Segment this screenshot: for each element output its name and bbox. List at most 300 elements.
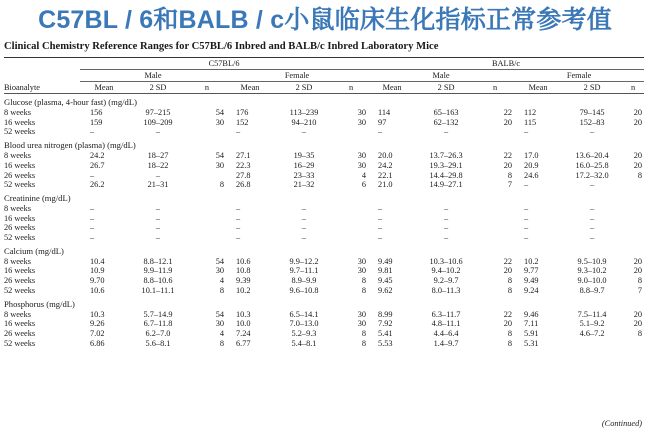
- table-cell: 16–29: [293, 160, 315, 170]
- table-cell: 8: [507, 285, 513, 295]
- table-cell: –: [589, 203, 595, 213]
- table-cell: [334, 204, 368, 214]
- table-cell: 9.9–12.2: [289, 256, 319, 266]
- table-cell: 8: [637, 328, 643, 338]
- table-cell: 20.0: [378, 151, 393, 161]
- column-header: n: [476, 82, 514, 94]
- column-header: Mean: [80, 82, 128, 94]
- table-body: [4, 58, 644, 349]
- row-label: 8 weeks: [4, 108, 31, 117]
- table-cell: 22.1: [378, 170, 393, 180]
- table-cell: 54: [215, 309, 224, 319]
- table-row: [4, 286, 644, 296]
- table-cell: 9.7–11.1: [289, 266, 319, 276]
- table-cell: 10.2: [524, 256, 539, 266]
- table-cell: 22: [503, 108, 513, 117]
- table-cell: 4.4–6.4: [433, 328, 459, 338]
- row-label: 52 weeks: [4, 127, 36, 137]
- table-cell: –: [443, 223, 449, 233]
- table-cell: 14.4–29.8: [429, 170, 463, 180]
- table-cell: –: [236, 203, 241, 213]
- table-cell: –: [378, 203, 383, 213]
- table-cell: 8.8–9.7: [579, 285, 605, 295]
- table-cell: 54: [215, 256, 224, 266]
- table-cell: 20: [633, 319, 643, 329]
- table-cell: 9.46: [524, 309, 539, 319]
- table-cell: 8.9–9.9: [291, 276, 317, 286]
- row-label: 26 weeks: [4, 276, 36, 286]
- table-cell: 112: [524, 108, 537, 117]
- table-cell: 4: [219, 328, 224, 338]
- section-title: Phosphorus (mg/dL): [4, 298, 75, 309]
- table-cell: 14.9–27.1: [429, 180, 463, 190]
- table-cell: 97: [378, 117, 387, 127]
- table-cell: 27.8: [236, 170, 251, 180]
- table-cell: –: [236, 233, 241, 243]
- row-label: 26 weeks: [4, 223, 36, 233]
- table-cell: 10.8: [236, 266, 251, 276]
- table-cell: 20: [503, 160, 513, 170]
- table-cell: 20: [633, 108, 643, 117]
- table-cell: 9.6–10.8: [289, 285, 319, 295]
- table-cell: 9.2–9.7: [433, 276, 459, 286]
- table-cell: –: [378, 223, 383, 233]
- table-cell: 5.31: [524, 338, 539, 348]
- column-header: n: [622, 82, 644, 94]
- table-cell: 22.3: [236, 160, 251, 170]
- table-cell: [622, 339, 644, 349]
- table-cell: 26.2: [90, 180, 105, 190]
- table-cell: 9.3–10.2: [577, 266, 607, 276]
- table-cell: –: [155, 127, 161, 137]
- table-cell: –: [155, 170, 161, 180]
- table-cell: 10.3: [236, 309, 251, 319]
- table-cell: –: [90, 213, 95, 223]
- table-cell: 30: [357, 319, 367, 329]
- column-header: Mean: [226, 82, 274, 94]
- table-cell: 8: [507, 338, 513, 348]
- table-row: [4, 108, 644, 118]
- column-header: 2 SD: [274, 82, 334, 94]
- table-cell: –: [524, 180, 529, 190]
- table-cell: 10.9: [90, 266, 105, 276]
- table-cell: 7: [637, 285, 643, 295]
- table-cell: 30: [215, 117, 224, 127]
- table-cell: –: [301, 213, 307, 223]
- table-cell: 9.0–10.0: [577, 276, 607, 286]
- table-cell: 4: [219, 276, 224, 286]
- column-header: 2 SD: [128, 82, 188, 94]
- table-row: [4, 319, 644, 329]
- section-row: [4, 296, 644, 310]
- table-cell: 20.9: [524, 160, 539, 170]
- table-cell: 21–31: [147, 180, 169, 190]
- table-cell: 24.2: [90, 151, 105, 161]
- section-title: Calcium (mg/dL): [4, 245, 64, 256]
- section-title: Glucose (plasma, 4-hour fast) (mg/dL): [4, 97, 137, 108]
- table-row: [4, 118, 644, 128]
- reference-table: [4, 57, 644, 348]
- table-cell: 7.5–11.4: [577, 309, 607, 319]
- table-cell: 156: [90, 108, 103, 117]
- table-cell: 94–210: [291, 117, 317, 127]
- section-row: [4, 190, 644, 204]
- row-label: 26 weeks: [4, 170, 36, 180]
- table-cell: 176: [236, 108, 249, 117]
- row-label: 16 weeks: [4, 266, 36, 276]
- table-cell: [476, 127, 514, 137]
- table-cell: 5.91: [524, 328, 539, 338]
- table-row: [4, 276, 644, 286]
- table-cell: 8: [507, 276, 513, 286]
- table-cell: 7.02: [90, 328, 105, 338]
- table-row: [4, 127, 644, 137]
- table-cell: 24.2: [378, 160, 393, 170]
- table-cell: [622, 233, 644, 243]
- table-cell: 4.8–11.1: [431, 319, 461, 329]
- table-cell: 6.7–11.8: [143, 319, 173, 329]
- table-cell: 7.0–13.0: [289, 319, 319, 329]
- table-cell: 23–33: [293, 170, 315, 180]
- table-cell: –: [589, 223, 595, 233]
- table-row: [4, 257, 644, 267]
- table-cell: [188, 127, 226, 137]
- table-cell: [476, 233, 514, 243]
- row-label: 16 weeks: [4, 319, 36, 329]
- table-cell: 5.2–9.3: [291, 328, 317, 338]
- table-cell: 30: [357, 160, 367, 170]
- table-cell: 20: [503, 319, 513, 329]
- table-cell: –: [443, 127, 449, 137]
- table-cell: –: [524, 213, 529, 223]
- table-cell: 9.39: [236, 276, 251, 286]
- table-cell: 8.99: [378, 309, 393, 319]
- table-cell: 159: [90, 117, 103, 127]
- table-cell: [622, 180, 644, 190]
- table-cell: 54: [215, 151, 224, 161]
- table-cell: 16.0–25.8: [575, 160, 609, 170]
- table-cell: 9.49: [524, 276, 539, 286]
- table-cell: 5.53: [378, 338, 393, 348]
- table-cell: 22: [503, 256, 513, 266]
- table-cell: –: [524, 223, 529, 233]
- table-cell: 10.6: [90, 285, 105, 295]
- table-cell: 30: [215, 266, 224, 276]
- table-cell: 30: [357, 108, 367, 117]
- table-cell: 18–27: [147, 151, 169, 161]
- table-cell: –: [155, 233, 161, 243]
- table-cell: 6: [361, 180, 367, 190]
- table-cell: [476, 204, 514, 214]
- table-cell: –: [90, 233, 95, 243]
- table-cell: 22: [503, 151, 513, 161]
- table-cell: –: [524, 127, 529, 137]
- table-cell: 10.6: [236, 256, 251, 266]
- table-cell: 6.3–11.7: [431, 309, 461, 319]
- row-label: 16 weeks: [4, 117, 36, 127]
- table-cell: 30: [357, 309, 367, 319]
- table-cell: 13.6–20.4: [575, 151, 609, 161]
- table-row: [4, 233, 644, 243]
- table-cell: [622, 214, 644, 224]
- strain-header-row: [4, 58, 644, 70]
- table-cell: 152–83: [579, 117, 605, 127]
- column-header: n: [334, 82, 368, 94]
- table-cell: 9.5–10.9: [577, 256, 607, 266]
- table-cell: 8: [507, 170, 513, 180]
- table-cell: 79–145: [579, 108, 605, 117]
- table-cell: –: [155, 203, 161, 213]
- table-cell: 9.81: [378, 266, 393, 276]
- table-cell: –: [524, 233, 529, 243]
- table-cell: 20: [633, 309, 643, 319]
- table-cell: 8: [361, 328, 367, 338]
- row-label: 8 weeks: [4, 203, 31, 213]
- table-cell: [622, 127, 644, 137]
- table-cell: 4.6–7.2: [579, 328, 605, 338]
- row-label: 16 weeks: [4, 160, 36, 170]
- table-cell: –: [90, 203, 95, 213]
- table-cell: 5.6–8.1: [145, 338, 171, 348]
- table-cell: 18–22: [147, 160, 169, 170]
- table-cell: –: [378, 233, 383, 243]
- row-label: 8 weeks: [4, 151, 31, 161]
- table-row: [4, 171, 644, 181]
- table-cell: 9.24: [524, 285, 539, 295]
- row-label: 8 weeks: [4, 309, 31, 319]
- table-cell: [476, 223, 514, 233]
- table-cell: 1.4–9.7: [433, 338, 459, 348]
- table-cell: –: [301, 127, 307, 137]
- table-cell: 17.0: [524, 151, 539, 161]
- column-header: Mean: [514, 82, 562, 94]
- table-cell: 30: [215, 160, 224, 170]
- table-cell: 21.0: [378, 180, 393, 190]
- table-row: [4, 151, 644, 161]
- continued-note: (Continued): [601, 419, 642, 428]
- table-cell: [188, 233, 226, 243]
- table-cell: [334, 214, 368, 224]
- table-cell: –: [301, 203, 307, 213]
- table-row: [4, 204, 644, 214]
- row-label: 52 weeks: [4, 180, 36, 190]
- table-cell: 20: [503, 117, 513, 127]
- table-cell: –: [236, 213, 241, 223]
- sex-header-row: [4, 70, 644, 82]
- sex-header: Male: [368, 70, 514, 82]
- table-cell: 19.3–29.1: [429, 160, 463, 170]
- table-cell: –: [443, 203, 449, 213]
- table-cell: 9.9–11.9: [143, 266, 173, 276]
- table-cell: 109–209: [143, 117, 173, 127]
- table-cell: –: [589, 127, 595, 137]
- table-cell: 30: [215, 319, 224, 329]
- table-cell: 30: [357, 266, 367, 276]
- table-cell: 30: [357, 151, 367, 161]
- table-cell: 30: [357, 117, 367, 127]
- table-cell: –: [589, 213, 595, 223]
- table-cell: 6.5–14.1: [289, 309, 319, 319]
- table-cell: 5.7–14.9: [143, 309, 173, 319]
- table-cell: 4: [361, 170, 367, 180]
- row-label: 52 weeks: [4, 285, 36, 295]
- table-cell: 9.77: [524, 266, 539, 276]
- section-row: [4, 94, 644, 109]
- table-cell: 8.8–10.6: [143, 276, 173, 286]
- table-row: [4, 339, 644, 349]
- column-header-row: [4, 82, 644, 94]
- table-cell: [188, 171, 226, 181]
- banner-title: C57BL / 6和BALB / c小鼠临床生化指标正常参考值: [38, 6, 612, 34]
- column-header: 2 SD: [416, 82, 476, 94]
- table-cell: –: [443, 213, 449, 223]
- table-cell: 24.6: [524, 170, 539, 180]
- table-cell: 26.8: [236, 180, 251, 190]
- table-cell: –: [524, 203, 529, 213]
- table-cell: 5.1–9.2: [579, 319, 605, 329]
- table-cell: 62–132: [433, 117, 459, 127]
- table-row: [4, 161, 644, 171]
- table-cell: 10.3: [90, 309, 105, 319]
- table-cell: 97–215: [145, 108, 171, 117]
- row-label: 16 weeks: [4, 213, 36, 223]
- table-cell: 9.4–10.2: [431, 266, 461, 276]
- table-cell: 9.26: [90, 319, 105, 329]
- table-cell: 114: [378, 108, 391, 117]
- table-cell: 7.11: [524, 319, 539, 329]
- table-cell: 9.70: [90, 276, 105, 286]
- table-cell: [562, 339, 622, 349]
- strain-header-balbc: BALB/c: [368, 58, 644, 70]
- table-cell: 13.7–26.3: [429, 151, 463, 161]
- table-cell: 10.2: [236, 285, 251, 295]
- row-label: 52 weeks: [4, 233, 36, 243]
- column-header: 2 SD: [562, 82, 622, 94]
- section-row: [4, 137, 644, 151]
- table-cell: [334, 127, 368, 137]
- table-cell: 30: [357, 256, 367, 266]
- table-cell: 8: [361, 276, 367, 286]
- strain-header-c57bl6: C57BL/6: [80, 58, 368, 70]
- table-cell: 8.8–12.1: [143, 256, 173, 266]
- table-cell: –: [155, 213, 161, 223]
- table-cell: 19–35: [293, 151, 315, 161]
- row-label: 52 weeks: [4, 338, 36, 348]
- table-cell: –: [443, 233, 449, 243]
- table-cell: 65–163: [433, 108, 459, 117]
- table-cell: 26.7: [90, 160, 105, 170]
- table-cell: –: [378, 127, 383, 137]
- table-row: [4, 310, 644, 320]
- table-cell: –: [589, 233, 595, 243]
- table-cell: –: [236, 127, 241, 137]
- table-cell: 8: [219, 338, 224, 348]
- table-cell: –: [90, 127, 95, 137]
- row-label: 26 weeks: [4, 328, 36, 338]
- table-cell: 20: [633, 266, 643, 276]
- table-row: [4, 223, 644, 233]
- table-cell: [334, 223, 368, 233]
- sex-header: Male: [80, 70, 226, 82]
- table-cell: 8: [507, 328, 513, 338]
- table-cell: 7.92: [378, 319, 393, 329]
- table-cell: 9.49: [378, 256, 393, 266]
- table-cell: 8: [219, 285, 224, 295]
- table-cell: 115: [524, 117, 537, 127]
- table-cell: 6.86: [90, 338, 105, 348]
- section-title: Blood urea nitrogen (plasma) (mg/dL): [4, 140, 136, 151]
- table-cell: 22: [503, 309, 513, 319]
- column-header: Mean: [368, 82, 416, 94]
- table-cell: 10.3–10.6: [429, 256, 463, 266]
- table-cell: [188, 214, 226, 224]
- table-cell: 6.2–7.0: [145, 328, 171, 338]
- table-cell: 6.77: [236, 338, 251, 348]
- table-cell: 20: [503, 266, 513, 276]
- table-cell: [188, 204, 226, 214]
- table-cell: [476, 214, 514, 224]
- table-cell: –: [378, 213, 383, 223]
- table-cell: –: [90, 223, 95, 233]
- table-cell: 7: [507, 180, 513, 190]
- table-cell: –: [236, 223, 241, 233]
- table-cell: 17.2–32.0: [575, 170, 609, 180]
- table-cell: –: [90, 170, 95, 180]
- table-cell: 8: [637, 170, 643, 180]
- table-cell: [622, 223, 644, 233]
- column-header: Bioanalyte: [4, 82, 80, 94]
- table-cell: [188, 223, 226, 233]
- table-row: [4, 329, 644, 339]
- table-cell: 7.24: [236, 328, 251, 338]
- table-cell: 20: [633, 256, 643, 266]
- column-header: n: [188, 82, 226, 94]
- table-cell: 9.62: [378, 285, 393, 295]
- table-cell: 21–32: [293, 180, 315, 190]
- table-title: Clinical Chemistry Reference Ranges for C57BL/6 Inbred and BALB/c Inbred Laboratory Mice: [4, 41, 439, 52]
- table-cell: 20: [633, 117, 643, 127]
- table-cell: [622, 204, 644, 214]
- table-row: [4, 214, 644, 224]
- table-cell: 10.0: [236, 319, 251, 329]
- table-cell: 54: [215, 108, 224, 117]
- table-cell: 20: [633, 160, 643, 170]
- table-cell: 113–239: [289, 108, 319, 117]
- table-cell: 20: [633, 151, 643, 161]
- section-row: [4, 243, 644, 257]
- sex-header: Female: [514, 70, 644, 82]
- table-cell: 27.1: [236, 151, 251, 161]
- table-cell: 10.1–11.1: [141, 285, 175, 295]
- table-row: [4, 180, 644, 190]
- row-label: 8 weeks: [4, 256, 31, 266]
- table-cell: 5.4–8.1: [291, 338, 317, 348]
- table-cell: [334, 233, 368, 243]
- table-cell: –: [301, 223, 307, 233]
- table-cell: 8: [361, 338, 367, 348]
- table-cell: –: [589, 180, 595, 190]
- table-cell: 8: [637, 276, 643, 286]
- table-cell: 5.41: [378, 328, 393, 338]
- table-cell: –: [301, 233, 307, 243]
- table-cell: 8: [361, 285, 367, 295]
- table-row: [4, 266, 644, 276]
- table-cell: 8: [219, 180, 224, 190]
- table-cell: –: [155, 223, 161, 233]
- table-cell: 9.45: [378, 276, 393, 286]
- sex-header: Female: [226, 70, 368, 82]
- section-title: Creatinine (mg/dL): [4, 193, 71, 204]
